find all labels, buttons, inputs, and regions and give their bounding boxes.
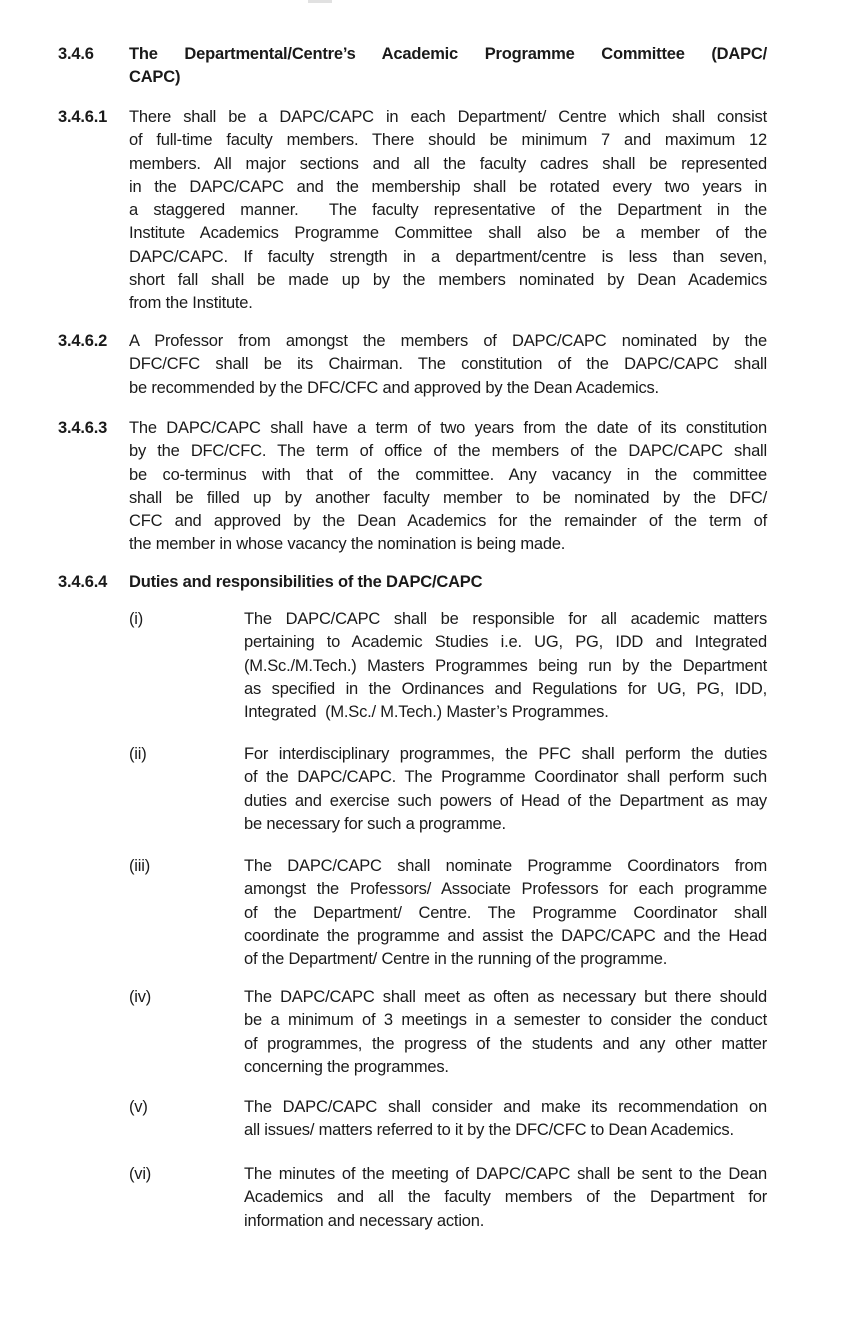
text-line: The DAPC/CAPC shall consider and make its recommendation on — [244, 1098, 767, 1116]
text-line: by the DFC/CFC. The term of office of the members of the DAPC/CAPC shall — [129, 442, 767, 461]
section-3-4-6-4-heading — [58, 571, 767, 594]
section-3-4-6-3 — [58, 417, 767, 557]
duty-label: (iv) — [129, 988, 152, 1006]
text-line: The DAPC/CAPC shall nominate Programme Coordinators from — [244, 857, 767, 875]
duty-label: (v) — [129, 1098, 148, 1116]
text-line: Duties and responsibilities of the DAPC/CAPC — [129, 573, 483, 591]
text-line: of the Department/ Centre in the running of the programme. — [244, 950, 668, 969]
duty-label: (vi) — [129, 1165, 152, 1183]
text-line: be recommended by the DFC/CFC and approved by the Dean Academics. — [129, 378, 659, 397]
duty-label: (i) — [129, 610, 144, 628]
text-line: from the Institute. — [129, 294, 253, 313]
text-line: a staggered manner. The faculty representative of the Department in the — [129, 201, 767, 220]
text-line: For interdisciplinary programmes, the PFC shall perform the duties — [244, 745, 767, 763]
section-number: 3.4.6.1 — [58, 108, 108, 126]
text-line: in the DAPC/CAPC and the membership shall be rotated every two years in — [129, 177, 767, 196]
text-line: (M.Sc./M.Tech.) Masters Programmes being run by the Department — [244, 656, 767, 675]
text-line: A Professor from amongst the members of DAPC/CAPC nominated by the — [129, 332, 767, 350]
text-line: The minutes of the meeting of DAPC/CAPC shall be sent to the Dean — [244, 1165, 767, 1183]
section-3-4-6-heading — [58, 43, 767, 90]
duty-text — [244, 743, 767, 836]
section-heading-text — [129, 571, 767, 594]
scan-artifact — [308, 0, 332, 3]
duty-text — [244, 1163, 767, 1233]
section-number: 3.4.6.4 — [58, 573, 108, 591]
text-line: short fall shall be made up by the members nominated by Dean Academics — [129, 271, 767, 290]
text-line: of programmes, the progress of the students and any other matter — [244, 1034, 767, 1053]
text-line: pertaining to Academic Studies i.e. UG, PG, IDD and Integrated — [244, 633, 767, 652]
duty-item-i — [129, 608, 767, 724]
text-line: Academics and all the faculty members of the Department for — [244, 1188, 767, 1207]
section-heading-text — [129, 43, 767, 90]
text-line: CFC and approved by the Dean Academics for the remainder of the term of — [129, 512, 767, 531]
section-number: 3.4.6.3 — [58, 419, 108, 437]
section-paragraph — [129, 106, 767, 316]
duty-item-vi — [129, 1163, 767, 1233]
duty-text — [244, 608, 767, 724]
duty-label: (ii) — [129, 745, 147, 763]
text-line: Integrated (M.Sc./ M.Tech.) Master’s Programmes. — [244, 703, 609, 722]
text-line: as specified in the Ordinances and Regulations for UG, PG, IDD, — [244, 679, 767, 698]
duty-text — [244, 1096, 767, 1143]
text-line: members. All major sections and all the faculty cadres shall be represented — [129, 154, 767, 173]
section-paragraph — [129, 330, 767, 400]
text-line: The DAPC/CAPC shall meet as often as necessary but there should — [244, 988, 767, 1006]
duty-text — [244, 986, 767, 1079]
section-3-4-6-1 — [58, 106, 767, 316]
text-line: shall be filled up by another faculty member to be nominated by the DFC/ — [129, 488, 767, 507]
section-number: 3.4.6.2 — [58, 332, 108, 350]
text-line: The DAPC/CAPC shall have a term of two years from the date of its constitution — [129, 419, 767, 437]
text-line: of the DAPC/CAPC. The Programme Coordinator shall perform such — [244, 768, 767, 787]
text-line: of the Department/ Centre. The Programme Coordinator shall — [244, 903, 767, 922]
duty-item-iv — [129, 986, 767, 1079]
text-line: Institute Academics Programme Committee shall also be a member of the — [129, 224, 767, 243]
text-line: amongst the Professors/ Associate Professors for each programme — [244, 880, 767, 899]
text-line: DAPC/CAPC. If faculty strength in a department/centre is less than seven, — [129, 247, 767, 266]
text-line: the member in whose vacancy the nomination is being made. — [129, 535, 566, 554]
duty-item-v — [129, 1096, 767, 1143]
text-line: be co-terminus with that of the committee. Any vacancy in the committee — [129, 465, 767, 484]
text-line: CAPC) — [129, 68, 181, 87]
text-line: information and necessary action. — [244, 1211, 485, 1230]
section-number: 3.4.6 — [58, 45, 94, 63]
text-line: The DAPC/CAPC shall be responsible for all academic matters — [244, 610, 767, 628]
text-line: all issues/ matters referred to it by the DFC/CFC to Dean Academics. — [244, 1121, 734, 1140]
duty-text — [244, 855, 767, 971]
text-line: There shall be a DAPC/CAPC in each Department/ Centre which shall consist — [129, 108, 767, 126]
text-line: coordinate the programme and assist the DAPC/CAPC and the Head — [244, 926, 767, 945]
duty-item-iii — [129, 855, 767, 971]
duty-item-ii — [129, 743, 767, 836]
text-line: of full-time faculty members. There should be minimum 7 and maximum 12 — [129, 131, 767, 150]
text-line: concerning the programmes. — [244, 1057, 449, 1076]
text-line: be a minimum of 3 meetings in a semester to consider the conduct — [244, 1011, 767, 1030]
text-line: The Departmental/Centre’s Academic Programme Committee (DAPC/ — [129, 45, 767, 63]
section-3-4-6-2 — [58, 330, 767, 400]
text-line: duties and exercise such powers of Head of the Department as may — [244, 791, 767, 810]
duty-label: (iii) — [129, 857, 150, 875]
text-line: be necessary for such a programme. — [244, 814, 506, 833]
text-line: DFC/CFC shall be its Chairman. The constitution of the DAPC/CAPC shall — [129, 355, 767, 374]
section-paragraph — [129, 417, 767, 557]
